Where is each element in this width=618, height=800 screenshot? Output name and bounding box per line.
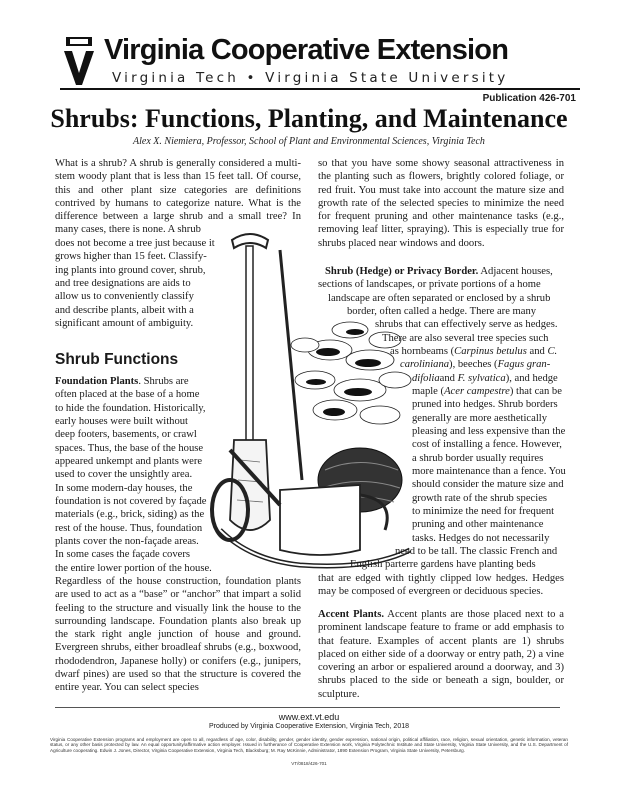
hedge-line: maple (Acer campestre) that can be: [412, 386, 562, 397]
hedge-label: Shrub (Hedge) or Privacy Border.: [325, 266, 479, 277]
intro-line: significant amount of ambiguity.: [55, 318, 194, 329]
hedge-line: should consider the mature size and: [412, 479, 564, 490]
hedge-line: more maintenance than a fence. You: [412, 466, 566, 477]
intro-line: allow us to conveniently classify: [55, 291, 194, 302]
hedge-line: pruned into hedges. Shrub borders: [412, 399, 558, 410]
foundation-line: rest of the house. Thus, foundation: [55, 523, 203, 534]
foundation-label: Foundation Plants: [55, 376, 139, 387]
hedge-line: tasks. Hedges do not necessarily: [412, 533, 550, 544]
hedge-line: difoliaand F. sylvatica), and hedge: [412, 373, 558, 384]
foundation-line: often placed at the base of a home: [55, 389, 200, 400]
intro-line: does not become a tree just because it: [55, 238, 215, 249]
hedge-line: There are also several tree species such: [382, 333, 549, 344]
intro-line: and tree designations are aids to: [55, 278, 191, 289]
hedge-line: sections of landscapes, or private portions of a home: [318, 279, 541, 290]
hedge-line: need to be tall. The classic French and: [395, 546, 558, 557]
page-title: Shrubs: Functions, Planting, and Maintenance: [50, 104, 568, 133]
hedge-line: border, often called a hedge. There are many: [347, 306, 537, 317]
intro-line: ing plants into ground cover, shrub,: [55, 265, 206, 276]
foundation-line: the entire lower portion of the house.: [55, 563, 212, 574]
brand-title: Virginia Cooperative Extension: [104, 34, 509, 66]
university-line: Virginia Tech • Virginia State University: [112, 70, 509, 86]
foundation-line: early houses were built without: [55, 416, 188, 427]
foundation-line: used to cover the unsightly area.: [55, 469, 193, 480]
hedge-line: cost of installing a fence. However,: [412, 439, 562, 450]
foundation-line: spaces. Thus, the base of the house: [55, 443, 204, 454]
right-top-paragraph: so that you have some showy seasonal attractiveness in the planting such as flowers, brightly colored foliage, or red fruit. You must take into account the mature size and growth rate of the selected species to minimize the need for frequent pruning and other maintenance tasks (e.g., removing leaf litter, spraying). This is especially true for shrubs placed near windows and doors.: [318, 158, 564, 249]
header-rule: [60, 88, 580, 90]
foundation-line: plants cover the non-façade areas.: [55, 536, 199, 547]
hedge-line: generally are more aesthetically: [412, 413, 547, 424]
footer-rule: [55, 707, 560, 708]
intro-paragraph: What is a shrub? A shrub is generally considered a multi-stem woody plant that is less than 15 feet tall. Of course, this and other plant size categories are definitions contrived by humans to categorize nature. What is the difference between a large shrub and a small tree? In many cases, there is none. A shrub: [55, 158, 301, 236]
footer-code: VT/0818/426-701: [291, 761, 327, 766]
intro-line: grows higher than 15 feet. Classify-: [55, 251, 207, 262]
accent-label: Accent Plants.: [318, 609, 384, 620]
foundation-line: materials (e.g., brick, siding) as the: [55, 509, 205, 520]
foundation-line: to hide the foundation. Historically,: [55, 403, 206, 414]
foundation-line: foundation is not covered by façade: [55, 496, 207, 507]
intro-line: and describe plants, albeit with a: [55, 305, 194, 316]
hedge-line: pruning and other maintenance: [412, 519, 544, 530]
hedge-first-line: Shrub (Hedge) or Privacy Border. Adjacent houses,: [325, 266, 553, 277]
hedge-line: English parterre gardens have planting beds: [350, 559, 536, 570]
hedge-line: a shrub border usually requires: [412, 453, 544, 464]
foundation-line: deep footers, basements, or crawl: [55, 429, 197, 440]
footer-legal: Virginia Cooperative Extension programs and employment are open to all, regardless of age, color, disability, gender, gender identity, gender expression, national origin, political affiliation, race, religion, sexual orientation, genetic information, veteran status, or any other basis protected by law. An equal opportunity/affirmative action employer. Issued in furtherance of Cooperative Extension work, Virginia Polytechnic Institute and State University, Virginia State University, and the U.S. Department of Agriculture cooperating. Edwin J. Jones, Director, Virginia Cooperative Extension, Virginia Tech, Blacksburg; M. Ray McKinnie, Administrator, 1890 Extension Program, Virginia State University, Petersburg.: [50, 737, 568, 753]
foundation-line: In some modern-day houses, the: [55, 483, 193, 494]
author-line: Alex X. Niemiera, Professor, School of Plant and Environmental Sciences, Virginia Tech: [133, 136, 485, 147]
hedge-line: caroliniana), beeches (Fagus gran-: [400, 359, 551, 370]
foundation-line: appeared unkempt and plants were: [55, 456, 203, 467]
footer-url: www.ext.vt.edu: [278, 712, 340, 722]
hedge-line: pleasing and less expensive than the: [412, 426, 566, 437]
foundation-line: In some cases the façade covers: [55, 549, 191, 560]
foundation-paragraph-rest: Regardless of the house construction, foundation plants are used to act as a “base” or “anchor” that impart a solid feeling to the structure and visually link the house to the surrounding landscape. Foundation plants also break up the stark right angle junction of house and ground. Evergreen shrubs, either broadleaf shrubs (e.g., boxwood, rhododendron, Japanese holly) or conifers (e.g., junipers, dwarf pines) are used so that the structure is covered the entire year. You can select species: [55, 576, 301, 694]
hedge-line: as hornbeams (Carpinus betulus and C.: [390, 346, 558, 357]
footer-produced: Produced by Virginia Cooperative Extension, Virginia Tech, 2018: [208, 723, 410, 730]
hedge-line: shrubs that can effectively serve as hedges.: [375, 319, 558, 330]
accent-paragraph: Accent Plants. Accent plants are those placed next to a prominent landscape feature to frame or add emphasis to that feature. Examples of accent plants are 1) shrubs placed on either side of a doorway or entry path, 2) a vine covering an arbor or espaliered around a doorway, and 3) shrubs placed to the side or beneath a sign, boulder, or sculpture.: [318, 609, 564, 700]
hedge-paragraph-rest: that are edged with tightly clipped low hedges. Hedges may be composed of evergreen or deciduous species.: [318, 573, 564, 598]
hedge-line: growth rate of the shrub species: [412, 493, 548, 504]
vce-logo-mark: [60, 33, 98, 88]
hedge-line: landscape are often separated or enclosed by a shrub: [328, 293, 551, 304]
publication-number: Publication 426-701: [482, 93, 576, 104]
section-heading: Shrub Functions: [55, 351, 179, 368]
hedge-line: to minimize the need for frequent: [412, 506, 555, 517]
foundation-first-line: Foundation Plants. Shrubs are: [55, 376, 189, 387]
